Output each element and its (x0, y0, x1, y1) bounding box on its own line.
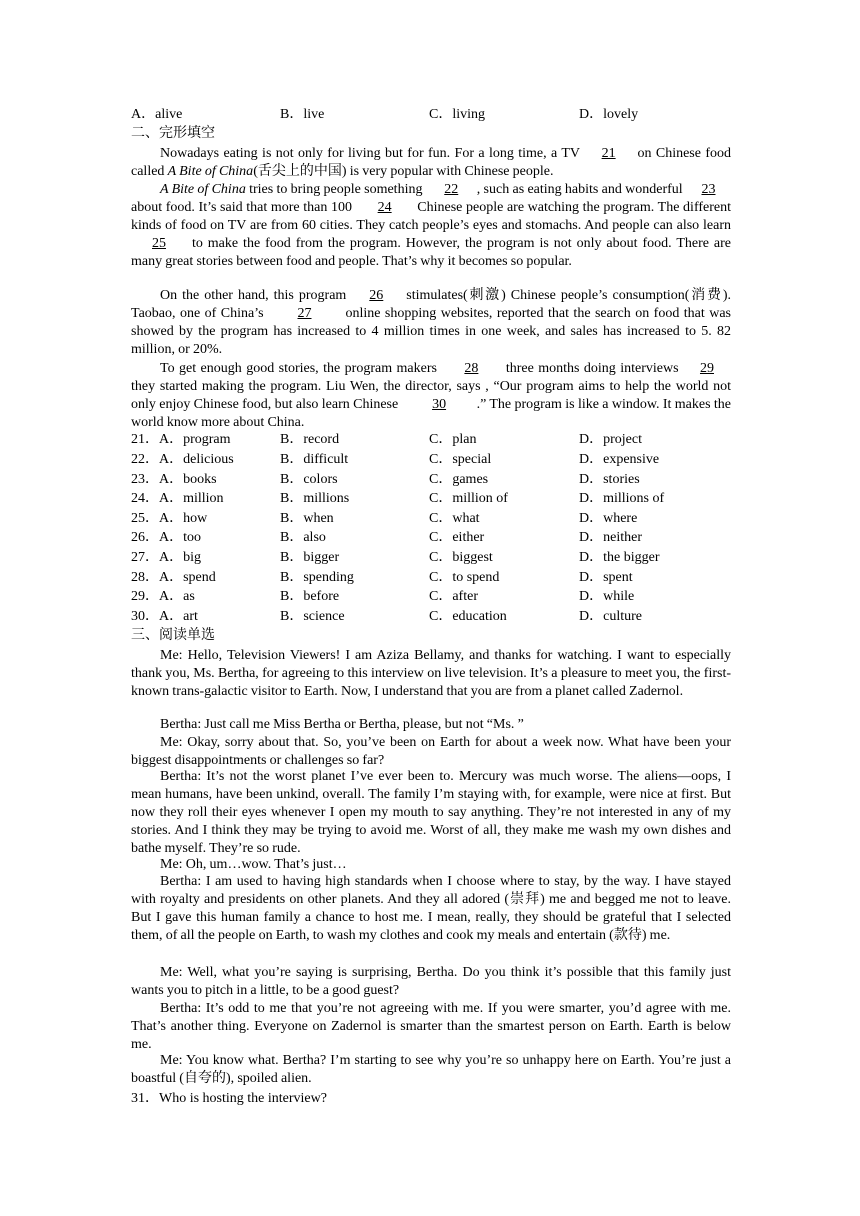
q20-option-a: A．alive (131, 107, 183, 122)
q20-option-d: D．lovely (579, 107, 639, 122)
option-a (131, 490, 224, 508)
reading-paragraph: Me: You know what. Bertha? I’m starting to see why you’re so unhappy here on Earth. You’re just a boastful (自夸的), spoiled alien. (131, 1053, 731, 1086)
option-c: C．games (429, 472, 489, 487)
question-number: 25． (131, 511, 159, 526)
question-31: 31．Who is hosting the interview? (131, 1091, 327, 1106)
cloze-option-row (131, 471, 731, 491)
cloze-blank-21: 21 (601, 146, 616, 161)
option-a (131, 588, 195, 606)
cloze-p1-text-1: Nowadays eating is not only for living but for fun. For a long time, a TV (160, 146, 585, 161)
question-number: 28． (131, 570, 159, 585)
option-b: B．bigger (280, 550, 340, 565)
option-b: B．before (280, 589, 340, 604)
cloze-p2-text-1: tries to bring people something (245, 182, 426, 197)
option-b: B．record (280, 432, 340, 447)
cloze-p3-text-3: online shopping websites, reported that the search on food that was showed by the program has increased to 4 million times in one week, and sales has increased to 5. 82 million, or 20%. (131, 306, 731, 357)
cloze-option-row (131, 431, 731, 451)
option-d: D．the bigger (579, 550, 660, 565)
option-d: D．spent (579, 570, 633, 585)
cloze-blank-30: 30 (432, 397, 447, 412)
question-number: 27． (131, 550, 159, 565)
cloze-p4-text-3: they started making the program. Liu Wen, the director, says , “Our program aims to help the world not only enjoy Chinese food, but also learn Chinese (131, 379, 731, 412)
reading-paragraph: Me: Well, what you’re saying is surprising, Bertha. Do you think it’s possible that this family just wants you to pitch in a little, to be a good guest? (131, 965, 731, 998)
option-b: B．colors (280, 472, 338, 487)
q20-option-c: C．living (429, 107, 486, 122)
option-a (131, 451, 234, 469)
reading-paragraph: Bertha: It’s odd to me that you’re not agreeing with me. If you were smarter, you’d agree with me. That’s another thing. Everyone on Zadernol is smarter than the smartest person on Earth. Earth is below me. (131, 1001, 731, 1052)
cloze-blank-26: 26 (369, 288, 384, 303)
cloze-option-row (131, 490, 731, 510)
reading-paragraph: Bertha: Just call me Miss Bertha or Bertha, please, but not “Ms. ” (160, 717, 524, 732)
option-b: B．millions (280, 491, 350, 506)
option-b: B．difficult (280, 452, 349, 467)
q20-option-b: B．live (280, 107, 325, 122)
cloze-p1-text-2: on Chinese food called (131, 146, 732, 179)
cloze-p4-text-1: To get enough good stories, the program makers (160, 361, 442, 376)
option-c: C．education (429, 609, 507, 624)
option-a (131, 431, 231, 449)
option-a-text: A．too (159, 530, 201, 545)
cloze-option-row (131, 549, 731, 569)
q20-options-row (131, 106, 731, 126)
cloze-paragraph-2 (131, 181, 731, 271)
option-c: C．after (429, 589, 478, 604)
option-a (131, 529, 201, 547)
option-c: C．plan (429, 432, 477, 447)
cloze-option-row (131, 569, 731, 589)
cloze-paragraph-1 (131, 145, 731, 181)
cloze-p2-text-2: , such as eating habits and wonderful (476, 182, 686, 197)
section-heading-reading: 三、阅读单选 (131, 628, 215, 643)
option-a-text: A．as (159, 589, 195, 604)
cloze-blank-28: 28 (464, 361, 479, 376)
cloze-blank-25: 25 (152, 236, 166, 251)
program-title: A Bite of China (167, 164, 254, 179)
option-a-text: A．million (159, 491, 224, 506)
cloze-blank-24: 24 (377, 200, 392, 215)
question-number: 22． (131, 452, 159, 467)
reading-paragraph: Me: Oh, um…wow. That’s just… (160, 857, 347, 872)
cloze-p2-text-4: Chinese people are watching the program. The different kinds of food on TV are from 60 cities. They catch people’s eyes and stomachs. And people can also learn (131, 200, 731, 233)
cloze-p1-text-3: (舌尖上的中国) is very popular with Chinese people. (253, 164, 554, 179)
cloze-option-row (131, 588, 731, 608)
option-b: B．science (280, 609, 345, 624)
option-b: B．also (280, 530, 326, 545)
option-a-text: A．books (159, 472, 217, 487)
section-heading-cloze: 二、完形填空 (131, 126, 215, 141)
cloze-blank-22: 22 (444, 182, 459, 197)
option-c: C．to spend (429, 570, 500, 585)
question-number: 30． (131, 609, 159, 624)
option-a-text: A．program (159, 432, 231, 447)
option-a (131, 549, 201, 567)
option-a-text: A．art (159, 609, 198, 624)
option-c: C．either (429, 530, 485, 545)
program-title: A Bite of China (160, 182, 246, 197)
cloze-p3-text-1: On the other hand, this program (160, 288, 352, 303)
option-d: D．where (579, 511, 638, 526)
option-d: D．expensive (579, 452, 660, 467)
option-a-text: A．delicious (159, 452, 234, 467)
option-d: D．while (579, 589, 635, 604)
option-a (131, 471, 217, 489)
option-d: D．stories (579, 472, 640, 487)
option-a (131, 510, 207, 528)
option-d: D．neither (579, 530, 642, 545)
option-d: D．project (579, 432, 642, 447)
cloze-p3-text-2: stimulates(刺激) Chinese people’s consumption(消费). Taobao, one of China’s (131, 288, 731, 321)
option-a-text: A．how (159, 511, 208, 526)
cloze-p2-text-3: about food. It’s said that more than 100 (131, 200, 356, 215)
question-number: 26． (131, 530, 159, 545)
reading-paragraph: Me: Okay, sorry about that. So, you’ve been on Earth for about a week now. What have been your biggest disappointments or challenges so far? (131, 735, 731, 768)
option-d: D．culture (579, 609, 642, 624)
option-a-text: A．big (159, 550, 201, 565)
option-a-text: A．spend (159, 570, 216, 585)
cloze-paragraph-3 (131, 287, 731, 359)
option-b: B．when (280, 511, 334, 526)
reading-paragraph: Bertha: I am used to having high standards when I choose where to stay, by the way. I have stayed with royalty and presidents on other planets. And they all adored (崇拜) me and begged me not to leave. But I gave this human family a chance to host me. I mean, really, they should be grateful that I selected them, of all the people on Earth, to wash my clothes and cook my meals and entertain (款待) me. (131, 874, 731, 943)
question-number: 24． (131, 491, 159, 506)
question-number: 21． (131, 432, 159, 447)
cloze-p4-text-2: three months doing interviews (501, 361, 683, 376)
option-c: C．what (429, 511, 480, 526)
cloze-p2-text-5: to make the food from the program. However, the program is not only about food. There are many great stories between food and people. That’s why it becomes so popular. (131, 236, 731, 269)
reading-paragraph: Bertha: It’s not the worst planet I’ve ever been to. Mercury was much worse. The aliens—oops, I mean humans, have been unkind, overall. The family I’m staying with, for example, were nice at first. But now they roll their eyes whenever I open my mouth to say anything. They’re not interested in any of my stories. And I think they may be trying to avoid me. Worst of all, they make me wash my own dishes and bathe myself. They’re so rude. (131, 769, 731, 856)
option-c: C．special (429, 452, 492, 467)
cloze-blank-29: 29 (699, 361, 714, 376)
option-a (131, 569, 216, 587)
cloze-option-row (131, 451, 731, 471)
question-number: 29． (131, 589, 159, 604)
cloze-option-row (131, 529, 731, 549)
option-c: C．million of (429, 491, 508, 506)
cloze-p4-text-4: .” The program is like a window. It makes the world know more about China. (131, 397, 731, 430)
cloze-option-row (131, 608, 731, 628)
option-c: C．biggest (429, 550, 493, 565)
question-number: 23． (131, 472, 159, 487)
cloze-option-row (131, 510, 731, 530)
option-a (131, 608, 198, 626)
reading-paragraph: Me: Hello, Television Viewers! I am Aziza Bellamy, and thanks for watching. I want to especially thank you, Ms. Bertha, for agreeing to this interview on live television. It’s a pleasure to meet you, the first-known trans-galactic visitor to Earth. Now, I understand that you are from a planet called Zadernol. (131, 648, 731, 699)
cloze-blank-27: 27 (297, 306, 312, 321)
option-d: D．millions of (579, 491, 665, 506)
cloze-blank-23: 23 (701, 182, 716, 197)
option-b: B．spending (280, 570, 354, 585)
cloze-paragraph-4 (131, 360, 731, 432)
